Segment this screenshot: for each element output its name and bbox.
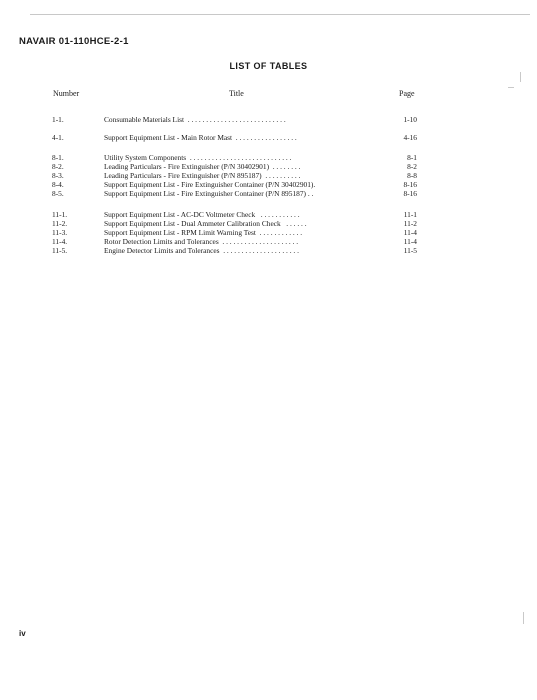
table-number: 11-4. (52, 237, 68, 246)
table-page: 8-1 (407, 153, 417, 162)
column-header-number: Number (53, 89, 80, 98)
column-header-title: Title (229, 89, 244, 98)
table-number: 11-5. (52, 246, 68, 255)
edge-mark (508, 87, 514, 88)
table-entry (0, 228, 537, 237)
table-title: Leading Particulars - Fire Extinguisher (P/N 30402901) . . . . . . . . (104, 162, 301, 171)
table-page: 8-16 (403, 189, 417, 198)
table-title: Support Equipment List - Dual Ammeter Calibration Check . . . . . . (104, 219, 307, 228)
table-title: Support Equipment List - AC-DC Voltmeter Check . . . . . . . . . . . (104, 210, 300, 219)
table-title: Support Equipment List - Fire Extinguisher Container (P/N 30402901). (104, 180, 316, 189)
table-number: 11-2. (52, 219, 68, 228)
edge-mark (523, 612, 524, 624)
table-page: 11-4 (403, 237, 417, 246)
table-number: 11-1. (52, 210, 68, 219)
table-page: 11-1 (403, 210, 417, 219)
table-title: Rotor Detection Limits and Tolerances . . . . . . . . . . . . . . . . . . . . . (104, 237, 299, 246)
table-title: Utility System Components . . . . . . . . . . . . . . . . . . . . . . . . . . . . (104, 153, 292, 162)
table-number: 1-1. (52, 115, 64, 124)
table-page: 11-4 (403, 228, 417, 237)
table-number: 11-3. (52, 228, 68, 237)
table-entry (0, 210, 537, 219)
table-page: 8-8 (407, 171, 417, 180)
table-entry (0, 153, 537, 162)
page-number: iv (19, 629, 26, 638)
table-title: Support Equipment List - Main Rotor Mast . . . . . . . . . . . . . . . . . (104, 133, 297, 142)
table-entry (0, 180, 537, 189)
table-number: 8-5. (52, 189, 64, 198)
table-entry (0, 237, 537, 246)
table-entry (0, 189, 537, 198)
table-entry (0, 115, 537, 124)
edge-mark (520, 72, 521, 82)
table-page: 8-2 (407, 162, 417, 171)
top-rule (30, 14, 530, 15)
table-number: 8-2. (52, 162, 64, 171)
table-page: 11-5 (403, 246, 417, 255)
table-page: 11-2 (403, 219, 417, 228)
table-page: 8-16 (403, 180, 417, 189)
table-title: Support Equipment List - RPM Limit Warning Test . . . . . . . . . . . . (104, 228, 303, 237)
document-id: NAVAIR 01-110HCE-2-1 (19, 36, 129, 47)
table-entry (0, 133, 537, 142)
table-entry (0, 171, 537, 180)
table-title: Leading Particulars - Fire Extinguisher (P/N 895187) . . . . . . . . . . (104, 171, 301, 180)
table-title: Support Equipment List - Fire Extinguisher Container (P/N 895187) . . (104, 189, 314, 198)
table-number: 8-3. (52, 171, 64, 180)
column-header-page: Page (399, 89, 415, 98)
table-number: 8-4. (52, 180, 64, 189)
table-title: Consumable Materials List . . . . . . . . . . . . . . . . . . . . . . . . . . . (104, 115, 286, 124)
table-entry (0, 162, 537, 171)
table-entry (0, 219, 537, 228)
page-title: LIST OF TABLES (229, 61, 308, 71)
table-number: 4-1. (52, 133, 64, 142)
table-number: 8-1. (52, 153, 64, 162)
table-page: 4-16 (403, 133, 417, 142)
table-title: Engine Detector Limits and Tolerances . . . . . . . . . . . . . . . . . . . . . (104, 246, 299, 255)
table-page: 1-10 (403, 115, 417, 124)
table-entry (0, 246, 537, 255)
